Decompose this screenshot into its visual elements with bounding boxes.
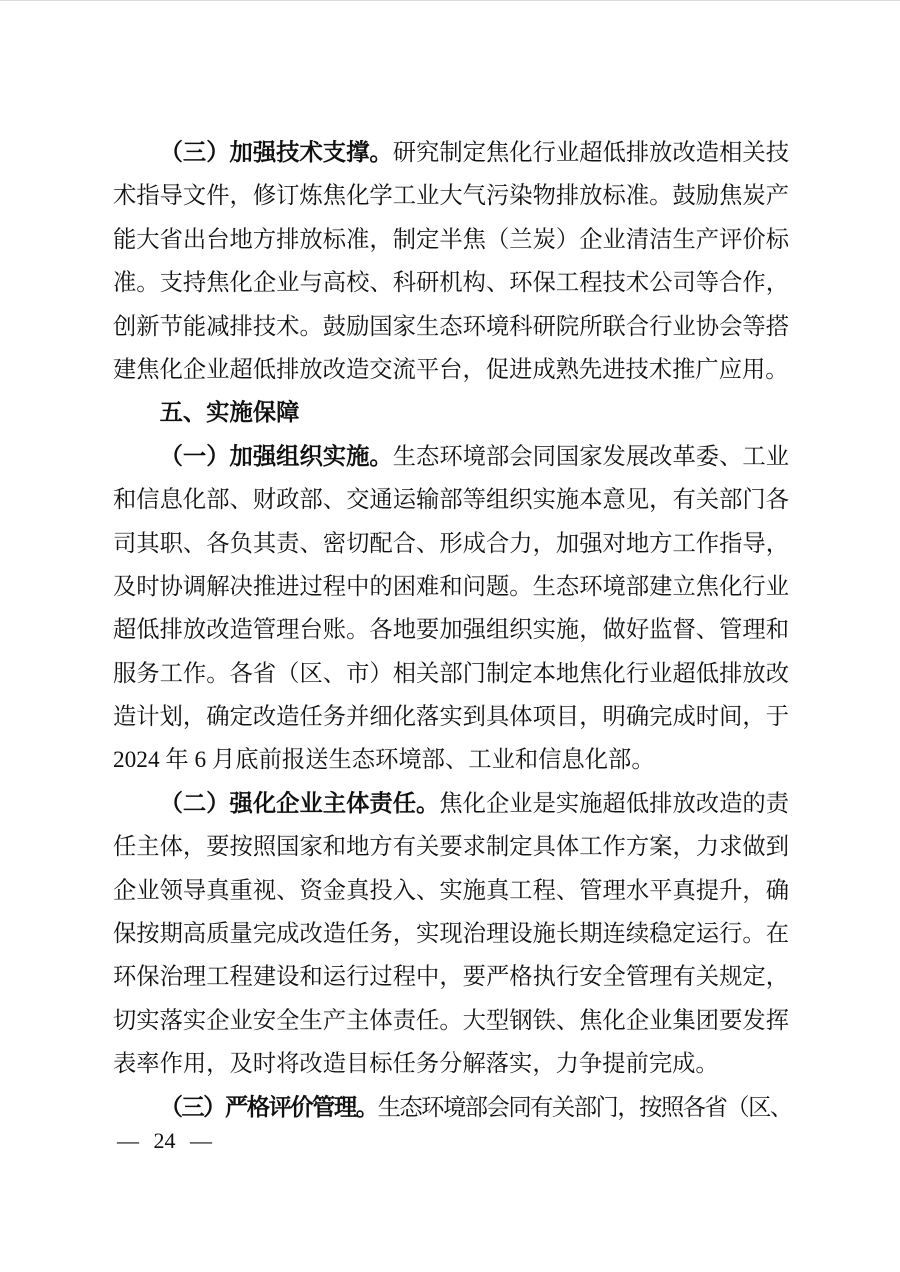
text-line: 及时协调解决推进过程中的困难和问题。生态环境部建立焦化行业 — [113, 573, 789, 600]
text-line: 建焦化企业超低排放改造交流平台，促进成熟先进技术推广应用。 — [113, 356, 789, 383]
scan-edge-line — [0, 0, 900, 1]
text-line: （一）加强组织实施。生态环境部会同国家发展改革委、工业 — [159, 443, 790, 470]
text-line: 准。支持焦化企业与高校、科研机构、环保工程技术公司等合作， — [113, 270, 789, 297]
paragraph-lead: （三）加强技术支撑。 — [159, 140, 393, 166]
paragraph-lead: （二）强化企业主体责任。 — [159, 790, 440, 817]
text-line: 术指导文件，修订炼焦化学工业大气污染物排放标准。鼓励焦炭产 — [113, 183, 789, 210]
text-line: 环保治理工程建设和运行过程中，要严格执行安全管理有关规定， — [113, 964, 789, 991]
text-line: 切实落实企业安全生产主体责任。大型钢铁、焦化企业集团要发挥 — [113, 1007, 789, 1034]
text-line: 任主体，要按照国家和地方有关要求制定具体工作方案，力求做到 — [113, 834, 789, 861]
text-line: （三）严格评价管理。生态环境部会同有关部门，按照各省（区、 — [159, 1094, 792, 1121]
document-body — [113, 132, 792, 1130]
text-line: 和信息化部、财政部、交通运输部等组织实施本意见，有关部门各 — [113, 487, 789, 514]
text-line: 2024 年 6 月底前报送生态环境部、工业和信息化部。 — [113, 747, 655, 774]
paragraph-lead: （一）加强组织实施。 — [159, 443, 393, 470]
text-line: 超低排放改造管理台账。各地要加强组织实施，做好监督、管理和 — [113, 617, 789, 644]
page-number: — 24 — — [117, 1128, 212, 1153]
text-line: 企业领导真重视、资金真投入、实施真工程、管理水平真提升，确 — [113, 877, 789, 904]
text-line: （二）强化企业主体责任。焦化企业是实施超低排放改造的责 — [159, 790, 790, 817]
text-line: 司其职、各负其责、密切配合、形成合力，加强对地方工作指导， — [113, 530, 789, 557]
text-line: 造计划，确定改造任务并细化落实到具体项目，明确完成时间，于 — [113, 704, 789, 731]
text-line: 创新节能减排技术。鼓励国家生态环境科研院所联合行业协会等搭 — [113, 313, 789, 340]
text-line: 保按期高质量完成改造任务，实现治理设施长期连续稳定运行。在 — [113, 921, 789, 948]
text-line: 服务工作。各省（区、市）相关部门制定本地焦化行业超低排放改 — [113, 660, 789, 687]
section-heading: 五、实施保障 — [159, 400, 300, 427]
text-line: 表率作用，及时将改造目标任务分解落实，力争提前完成。 — [113, 1051, 719, 1078]
paragraph-lead: （三）严格评价管理。 — [159, 1094, 378, 1121]
text-line: 能大省出台地方排放标准，制定半焦（兰炭）企业清洁生产评价标 — [113, 226, 789, 253]
text-line: （三）加强技术支撑。研究制定焦化行业超低排放改造相关技 — [159, 140, 790, 166]
